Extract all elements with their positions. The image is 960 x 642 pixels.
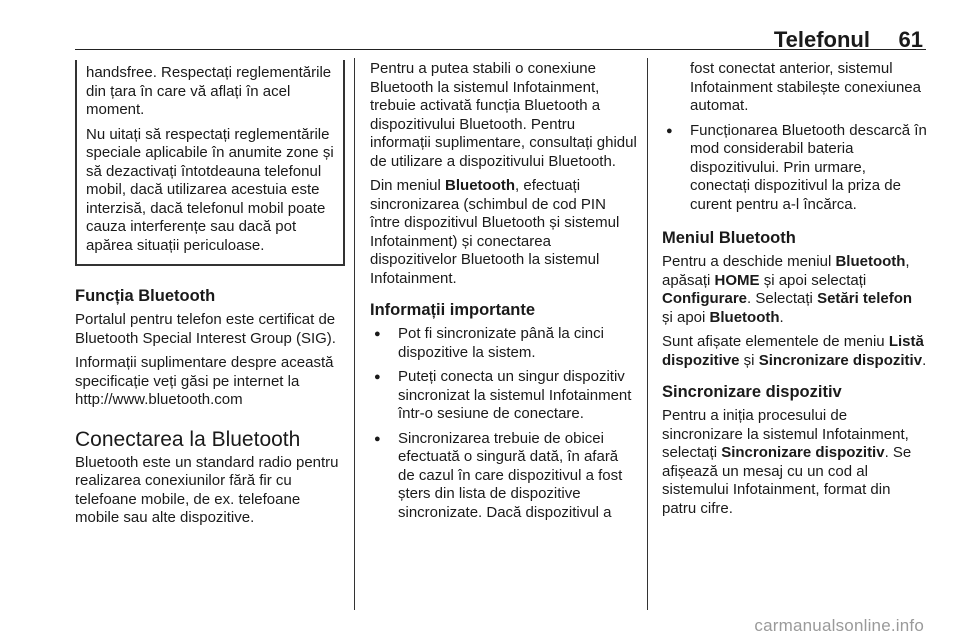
body-paragraph: Pentru a putea stabili o conexiune Bluetooth la sistemul Infotainment, trebuie activată funcția Bluetooth a dispozitivului Bluetooth. Pentru informații suplimentare, consultați ghidul de utilizare a dispozitivului Bluetooth. xyxy=(370,60,637,170)
notice-box xyxy=(75,60,345,266)
column-left xyxy=(75,60,345,534)
column-divider-1 xyxy=(354,58,355,610)
column-middle xyxy=(370,60,638,528)
header-divider xyxy=(75,49,926,50)
section-heading-bluetooth-menu: Meniul Bluetooth xyxy=(662,229,796,247)
bullet-list xyxy=(370,325,638,522)
list-item: ● Sincronizarea trebuie de obicei efectuată o singură dată, în afară de cazul în care dispozitivul a fost șters din lista de dispozitive sincronizate. Dacă dispozitivul a xyxy=(370,430,638,523)
list-item: ● Pot fi sincronizate până la cinci dispozitive la sistem. xyxy=(370,325,638,362)
notice-paragraph: handsfree. Respectați reglementările din țara în care vă aflați în acel moment. xyxy=(86,64,332,118)
body-paragraph: Portalul pentru telefon este certificat de Bluetooth Special Interest Group (SIG). xyxy=(75,311,336,347)
section-heading-important-info: Informații importante xyxy=(370,301,536,319)
section-heading-bluetooth-connection: Conectarea la Bluetooth xyxy=(75,427,301,451)
column-divider-2 xyxy=(647,58,648,610)
body-paragraph: Pentru a iniția procesului de sincronizare la sistemul Infotainment, selectați Sincronizare dispozitiv. Se afișează un mesaj cu un cod al sistemului Infotainment, format din patru cifre. xyxy=(662,407,912,517)
bullet-list xyxy=(662,122,927,215)
column-right xyxy=(662,60,927,524)
body-paragraph: Pentru a deschide meniul Bluetooth, apăsați HOME și apoi selectați Configurare. Selectați Setări telefon și apoi Bluetooth. xyxy=(662,253,913,326)
list-item-continuation: fost conectat anterior, sistemul Infotainment stabilește conexiunea automat. xyxy=(690,60,921,114)
list-item: ● Puteți conecta un singur dispozitiv sincronizat la sistemul Infotainment într-o sesiune de conectare. xyxy=(370,368,638,424)
list-item: ● Funcționarea Bluetooth descarcă în mod considerabil bateria dispozitivului. Prin urmare, conectați dispozitivul la priza de curent pentru a-l încărca. xyxy=(662,122,927,215)
body-paragraph: Informații suplimentare despre această specificație veți găsi pe internet la http://www.bluetooth.com xyxy=(75,354,334,408)
page-title: Telefonul xyxy=(773,27,870,52)
section-heading-bluetooth-function: Funcția Bluetooth xyxy=(75,287,216,305)
body-paragraph: Bluetooth este un standard radio pentru realizarea conexiunilor fără fir cu telefoane mobile, de ex. telefoane mobile sau alte dispozitive. xyxy=(75,453,339,526)
watermark: carmanualsonline.info xyxy=(754,616,924,635)
body-paragraph: Sunt afișate elementele de meniu Listă dispozitive și Sincronizare dispozitiv. xyxy=(662,333,927,369)
section-heading-device-sync: Sincronizare dispozitiv xyxy=(662,383,842,401)
body-paragraph: Din meniul Bluetooth, efectuați sincronizarea (schimbul de cod PIN între dispozitivul Bluetooth și sistemul Infotainment) și conectarea dispozitivelor Bluetooth la sistemul Infotainment. xyxy=(370,177,620,287)
page-number: 61 xyxy=(898,27,923,52)
notice-paragraph: Nu uitați să respectați reglementările speciale aplicabile în anumite zone și să dezactivați întotdeauna telefonul mobil, dacă utilizarea acestuia este interzisă, dacă telefonul mobil poate cauza interferențe sau dacă pot apărea situații periculoase. xyxy=(86,125,334,254)
page-header xyxy=(0,0,960,52)
